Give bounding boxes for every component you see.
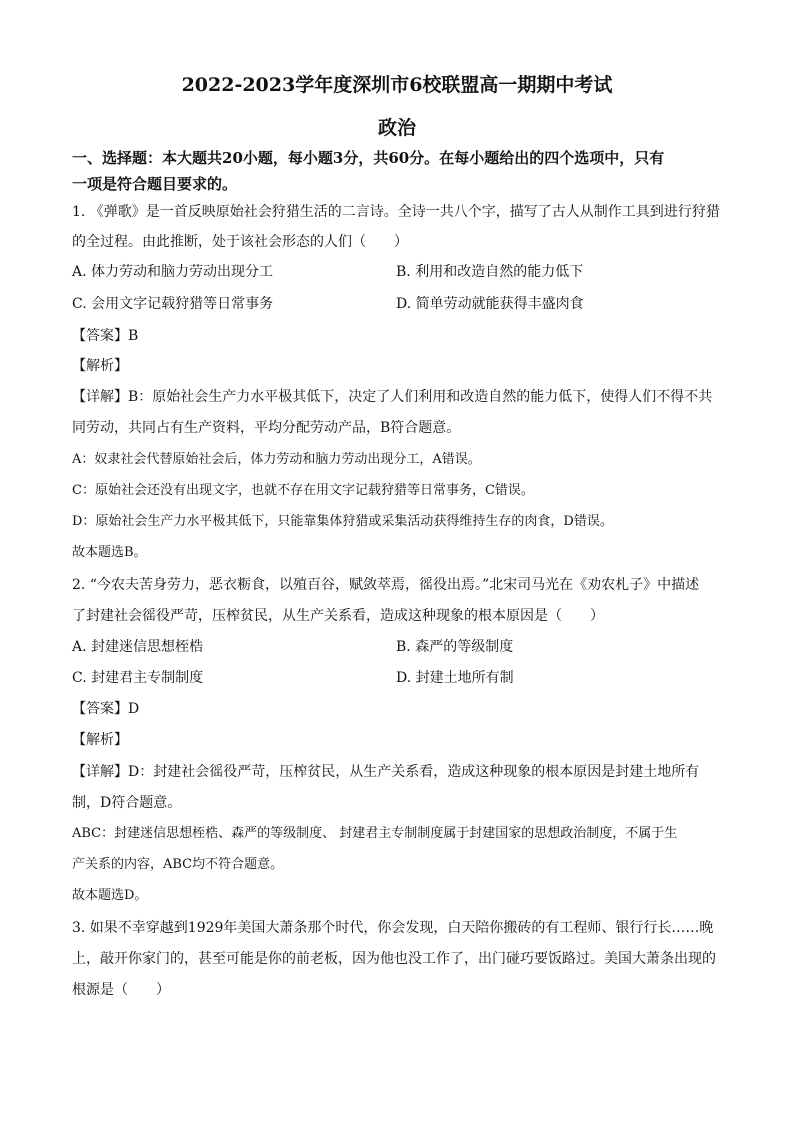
q2-stem-line-1: 2. “今农夫苦身劳力，恶衣粝食，以殖百谷，赋敛萃焉，徭役出焉。”北宋司马光在《劝农札子》中描述 bbox=[72, 577, 700, 593]
exam-subject: 政治 bbox=[377, 117, 416, 139]
q1-option-c: C. 会用文字记载狩猎等日常事务 bbox=[72, 296, 274, 312]
q2-option-a: A. 封建迷信思想桎梏 bbox=[72, 639, 204, 655]
q1-stem-line-1: 1. 《弹歌》是一首反映原始社会狩猎生活的二言诗。全诗一共八个字，描写了古人从制作工具到进行狩猎 bbox=[72, 204, 720, 220]
q2-detail-line-2: 制，D符合题意。 bbox=[72, 795, 182, 811]
q1-detail-line-2: 同劳动，共同占有生产资料，平均分配劳动产品，B符合题意。 bbox=[72, 420, 461, 436]
q3-stem-line-2: 上，敲开你家门的，甚至可能是你的前老板，因为他也没工作了，出门碰巧要饭路过。美国大萧条出现的 bbox=[72, 951, 716, 967]
q1-stem-line-2: 的全过程。由此推断，处于该社会形态的人们（ ） bbox=[72, 234, 408, 250]
q2-option-d: D. 封建土地所有制 bbox=[396, 670, 514, 686]
q1-detail-line-4: C：原始社会还没有出现文字，也就不存在用文字记载狩猎等日常事务，C错误。 bbox=[72, 483, 534, 498]
q3-stem-line-3: 根源是（ ） bbox=[72, 982, 170, 998]
q1-detail-line-5: D：原始社会生产力水平极其低下，只能靠集体狩猎或采集活动获得维持生存的肉食，D错误。 bbox=[72, 514, 613, 529]
q1-conclusion: 故本题选B。 bbox=[72, 545, 147, 560]
q2-option-c: C. 封建君主专制制度 bbox=[72, 670, 204, 686]
q1-detail-line-3: A：奴隶社会代替原始社会后，体力劳动和脑力劳动出现分工，A错误。 bbox=[72, 452, 481, 467]
q1-option-a: A. 体力劳动和脑力劳动出现分工 bbox=[72, 264, 274, 280]
q2-detail-line-4: 产关系的内容，ABC均不符合题意。 bbox=[72, 857, 284, 872]
q1-answer: 【答案】B bbox=[72, 328, 139, 344]
q1-option-d: D. 简单劳动就能获得丰盛肉食 bbox=[396, 296, 584, 312]
q2-analysis-label: 【解析】 bbox=[72, 732, 128, 748]
section-heading-line-1: 一、选择题：本大题共20小题，每小题3分，共60分。在每小题给出的四个选项中，只有 bbox=[72, 149, 665, 167]
q2-detail-line-3: ABC：封建迷信思想桎梏、森严的等级制度、 封建君主专制制度属于封建国家的思想政治制度，不属于生 bbox=[72, 826, 678, 841]
q2-stem-line-2: 了封建社会徭役严苛，压榨贫民，从生产关系看，造成这种现象的根本原因是（ ） bbox=[72, 608, 604, 624]
q3-stem-line-1: 3. 如果不幸穿越到1929年美国大萧条那个时代，你会发现，白天陪你搬砖的有工程师、银行行长……晚 bbox=[72, 920, 714, 936]
section-heading-line-2: 一项是符合题目要求的。 bbox=[72, 175, 238, 193]
q1-option-b: B. 利用和改造自然的能力低下 bbox=[396, 264, 584, 280]
q2-option-b: B. 森严的等级制度 bbox=[396, 639, 514, 655]
q2-detail-line-1: 【详解】D：封建社会徭役严苛，压榨贫民，从生产关系看，造成这种现象的根本原因是封建土地所有 bbox=[72, 764, 700, 780]
q1-analysis-label: 【解析】 bbox=[72, 358, 128, 374]
q1-detail-line-1: 【详解】B：原始社会生产力水平极其低下，决定了人们利用和改造自然的能力低下，使得人们不得不共 bbox=[72, 389, 713, 405]
q2-answer: 【答案】D bbox=[72, 701, 140, 717]
q2-conclusion: 故本题选D。 bbox=[72, 888, 148, 903]
exam-title: 2022-2023学年度深圳市6校联盟高一期期中考试 bbox=[181, 74, 613, 96]
